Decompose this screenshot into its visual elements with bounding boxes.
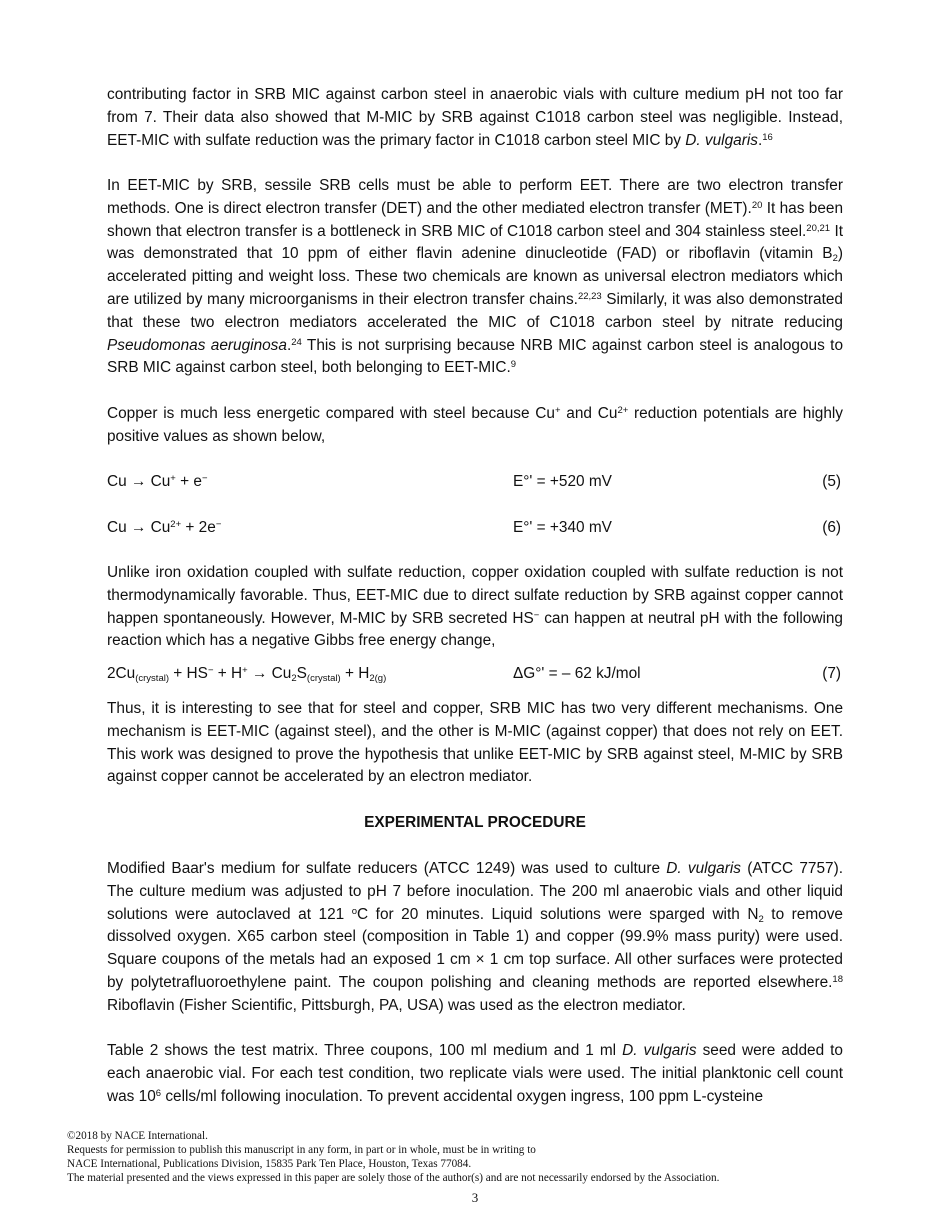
citation-superscript: 22,23	[577, 290, 602, 302]
paragraph-two-mechanisms: Thus, it is interesting to see that for steel and copper, SRB MIC has two very different mechanisms. One mechanism is EET-MIC (against steel), and the other is M-MIC (against copper) that does not rely on EET. This work was designed to prove the hypothesis that unlike EET-MIC by SRB against steel, M-MIC by SRB against copper cannot be accelerated by an electron mediator.	[107, 700, 843, 786]
equation-6-potential: E°' = +340 mV	[513, 519, 612, 536]
paragraph-eet-mic: In EET-MIC by SRB, sessile SRB cells must be able to perform EET. There are two electron transfer methods. One is direct electron transfer (DET) and the other mediated electron transfer (MET).$^{20}$ It has been shown that electron transfer is a bottleneck in SRB MIC of C1018 carbon steel and 304 stainless steel.$^{20,21}$ It was demonstrated that 10 ppm of either flavin adenine dinucleotide (FAD) or riboflavin (vitamin $B_2$) accelerated pitting and weight loss. These two chemicals are known as universal electron mediators which are utilized by many microorganisms in their electron transfer chains.$^{22,23}$ Similarly, it was also demonstrated that these two electron mediators accelerated the MIC of C1018 carbon steel by nitrate reducing Pseudomonas aeruginosa.$^{24}$ This is not surprising because NRB MIC against carbon steel is analogous to SRB MIC against carbon steel, both belonging to EET-MIC.$^9$	[107, 177, 844, 377]
equation-6-reaction: $Cu \to Cu^{2+} + 2e^-$	[107, 519, 222, 536]
paragraph-test-matrix: Table 2 shows the test matrix. Three coupons, 100 ml medium and 1 ml D. vulgaris seed were added to each anaerobic vial. For each test condition, two replicate vials were used. The initial planktonic cell count was $10^6$ cells/ml following inoculation. To prevent accidental oxygen ingress, 100 ppm L-cysteine	[107, 1042, 843, 1105]
footer-address-line: NACE International, Publications Division, 15835 Park Ten Place, Houston, Texas 77084.	[67, 1158, 472, 1170]
citation-superscript: 20,21	[806, 222, 831, 234]
paragraph-copper-energetics: Copper is much less energetic compared with steel because Cu+ and $Cu^{2+}$ reduction potentials are highly positive values as shown below,	[107, 405, 843, 445]
paragraph-methods-culture: Modified Baar's medium for sulfate reducers (ATCC 1249) was used to culture D. vulgaris (ATCC 7757). The culture medium was adjusted to pH 7 before inoculation. The 200 ml anaerobic vials and other liquid solutions were autoclaved at 121 $^o$C for 20 minutes. Liquid solutions were sparged with $N_2$ to remove dissolved oxygen. X65 carbon steel (composition in Table 1) and copper (99.9% mass purity) were used. Square coupons of the metals had an exposed 1 cm × 1 cm top surface. All other surfaces were protected by polytetrafluoroethylene paint. The coupon polishing and cleaning methods are reported elsewhere.$^{18}$ Riboflavin (Fisher Scientific, Pittsburgh, PA, USA) was used as the electron mediator.	[107, 860, 843, 1014]
paragraph-copper-oxidation: Unlike iron oxidation coupled with sulfate reduction, copper oxidation coupled with sulfate reduction is not thermodynamically favorable. Thus, EET-MIC due to direct sulfate reduction by SRB against copper cannot happen spontaneously. However, M-MIC by SRB secreted HS− can happen at neutral pH with the following reaction which has a negative Gibbs free energy change,	[107, 564, 843, 650]
equation-7-gibbs-energy: ΔG°' = – 62 kJ/mol	[513, 665, 641, 682]
equation-6-number: (6)	[822, 519, 841, 536]
citation-superscript: 9	[510, 359, 517, 371]
copyright-footer	[67, 1129, 719, 1185]
equation-7-reaction: $2Cu_{(crystal)} + HS^- + H^+ \to Cu_2S_{(crystal)} + H_{2(g)}$	[107, 665, 387, 684]
equation-5-reaction: Cu → Cu+ + e−	[107, 473, 208, 490]
section-heading: EXPERIMENTAL PROCEDURE	[364, 814, 586, 831]
equation-5-number: (5)	[822, 473, 841, 490]
page-number: 3	[471, 1190, 479, 1205]
citation-superscript: 20	[751, 199, 763, 211]
citation-superscript: 24	[291, 336, 302, 348]
equation-6	[107, 519, 843, 543]
equation-7-number: (7)	[822, 665, 841, 682]
footer-permission-line: Requests for permission to publish this manuscript in any form, in part or in whole, must be in writing to	[67, 1144, 536, 1156]
footer-disclaimer-line: The material presented and the views expressed in this paper are solely those of the author(s) and are not necessarily endorsed by the Association.	[67, 1172, 720, 1184]
footer-copyright-line: ©2018 by NACE International.	[67, 1130, 208, 1142]
citation-superscript: 18	[832, 973, 843, 985]
paragraph-srb-contributing-factor: contributing factor in SRB MIC against carbon steel in anaerobic vials with culture medium pH not too far from 7. Their data also showed that M-MIC by SRB against C1018 carbon steel was negligible. Instead, EET-MIC with sulfate reduction was the primary factor in C1018 carbon steel MIC by D. vulgaris.$^{16}$	[107, 86, 843, 149]
equation-7	[107, 665, 843, 689]
equation-5	[107, 473, 843, 497]
equation-5-potential: E°' = +520 mV	[513, 473, 612, 490]
citation-superscript: 16	[762, 131, 773, 143]
